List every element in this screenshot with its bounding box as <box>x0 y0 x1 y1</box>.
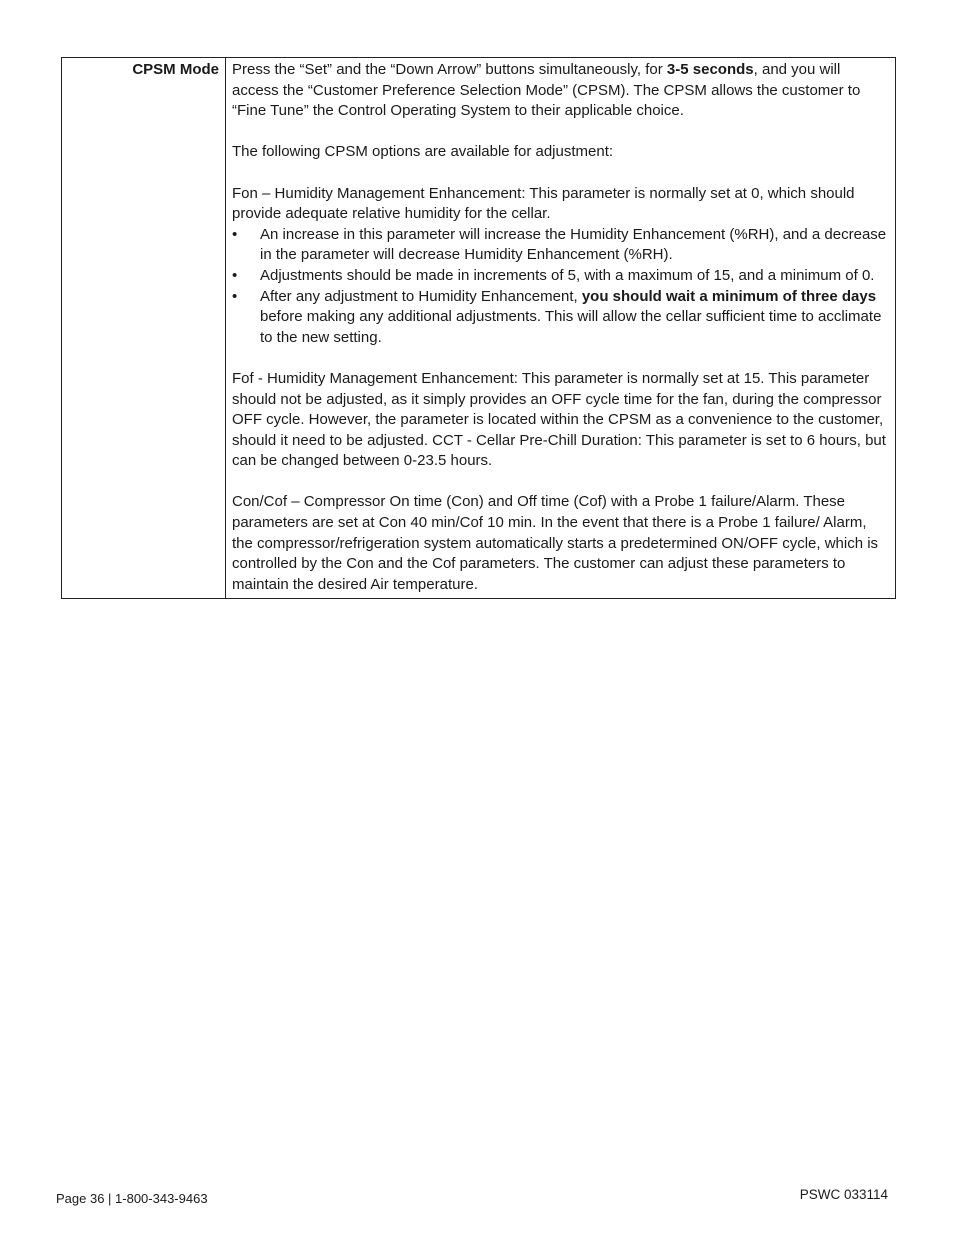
list-item: • An increase in this parameter will increase the Humidity Enhancement (%RH), and a decrease in the parameter will decrease Humidity Enhancement (%RH). <box>232 225 887 264</box>
fon-bullet-list <box>232 225 889 349</box>
footer-doc-code: PSWC 033114 <box>799 1187 888 1202</box>
intro-paragraph: Press the “Set” and the “Down Arrow” buttons simultaneously, for 3-5 seconds, and you will access the “Customer Preference Selection Mode” (CPSM). The CPSM allows the customer to “Fine Tune” the Control Operating System to their applicable choice. <box>232 61 861 120</box>
options-intro: The following CPSM options are available for adjustment: <box>232 143 614 161</box>
footer-page-info: Page 36 | 1-800-343-9463 <box>56 1191 208 1206</box>
bullet-icon: • <box>232 225 238 243</box>
con-cof-paragraph: Con/Cof – Compressor On time (Con) and Off time (Cof) with a Probe 1 failure/Alarm. These parameters are set at Con 40 min/Cof 10 min. In the event that there is a Probe 1 failure/ Alarm, the compressor/refrigeration system automatically starts a predetermined ON/OFF cycle, which is controlled by the Con and the Cof parameters. The customer can adjust these parameters to maintain the desired Air temperature. <box>232 493 879 593</box>
bullet-icon: • <box>232 287 238 305</box>
row-label: CPSM Mode <box>62 58 226 599</box>
fof-paragraph: Fof - Humidity Management Enhancement: This parameter is normally set at 15. This parameter should not be adjusted, as it simply provides an OFF cycle time for the fan, during the compressor OFF cycle. However, the parameter is located within the CPSM as a convenience to the customer, should it need to be adjusted. CCT - Cellar Pre-Chill Duration: This parameter is set to 6 hours, but can be changed between 0-23.5 hours. <box>232 369 886 470</box>
bullet-icon: • <box>232 266 238 284</box>
list-item: • Adjustments should be made in increments of 5, with a maximum of 15, and a minimum of 0. <box>232 266 889 287</box>
table-row <box>62 58 896 599</box>
intro-bold-duration: 3-5 seconds <box>666 61 754 78</box>
fon-paragraph: Fon – Humidity Management Enhancement: This parameter is normally set at 0, which should provide adequate relative humidity for the cellar. <box>232 184 855 223</box>
row-content <box>226 58 896 599</box>
cpsm-table <box>61 57 896 599</box>
wait-warning-bold: you should wait a minimum of three days <box>581 287 877 305</box>
list-item: • After any adjustment to Humidity Enhancement, you should wait a minimum of three days before making any additional adjustments. This will allow the cellar sufficient time to acclimate to the new setting. <box>232 287 882 346</box>
